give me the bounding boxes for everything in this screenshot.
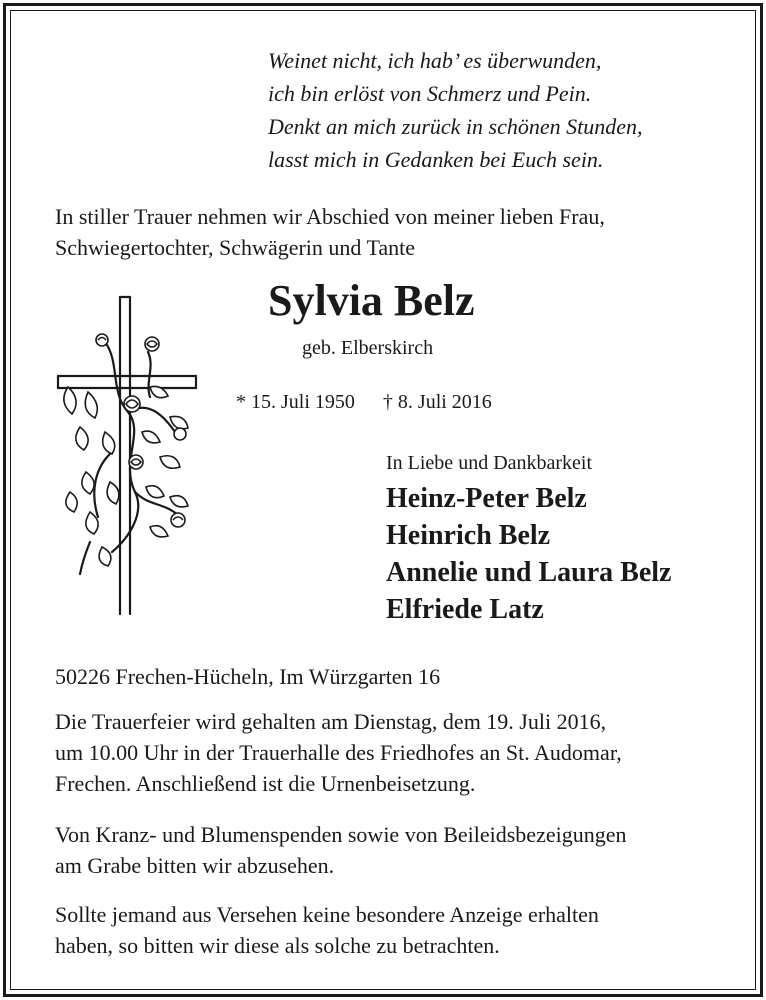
poem-line: lasst mich in Gedanken bei Euch sein. [268,147,604,172]
death-date: † 8. Juli 2016 [382,391,492,413]
mourner-name: Heinz-Peter Belz [386,483,587,514]
paragraph-line: Von Kranz- und Blumenspenden sowie von Beileidsbezeigungen [55,822,627,847]
mourner-name: Elfriede Latz [386,594,544,625]
mourners-list [386,480,671,628]
address: 50226 Frechen-Hücheln, Im Würzgarten 16 [55,664,441,689]
intro-line: In stiller Trauer nehmen wir Abschied von meiner lieben Frau, [55,204,605,229]
paragraph-line: haben, so bitten wir diese als solche zu betrachten. [55,933,500,958]
flowers-paragraph [55,819,727,881]
mourner-name: Heinrich Belz [386,520,551,551]
paragraph-line: am Grabe bitten wir abzusehen. [55,853,335,878]
life-dates [236,388,492,416]
intro-text [55,201,720,263]
intro-line: Schwiegertochter, Schwägerin und Tante [55,235,416,260]
maiden-name: geb. Elberskirch [302,337,434,359]
paragraph-line: Sollte jemand aus Versehen keine besondere Anzeige erhalten [55,902,599,927]
poem-line: ich bin erlöst von Schmerz und Pein. [268,81,592,106]
notice-paragraph [55,899,727,961]
poem [268,44,708,176]
mourners-heading: In Liebe und Dankbarkeit [386,452,593,474]
mourner-name: Annelie und Laura Belz [386,557,672,588]
funeral-info-paragraph [55,706,727,799]
poem-line: Weinet nicht, ich hab’ es überwunden, [268,48,602,73]
deceased-name: Sylvia Belz [268,276,475,325]
cross-with-roses-icon [50,292,200,622]
birth-date: * 15. Juli 1950 [236,391,355,413]
poem-line: Denkt an mich zurück in schönen Stunden, [268,114,643,139]
paragraph-line: um 10.00 Uhr in der Trauerhalle des Friedhofes an St. Audomar, [55,740,622,765]
paragraph-line: Die Trauerfeier wird gehalten am Dienstag, dem 19. Juli 2016, [55,709,607,734]
paragraph-line: Frechen. Anschließend ist die Urnenbeisetzung. [55,771,476,796]
